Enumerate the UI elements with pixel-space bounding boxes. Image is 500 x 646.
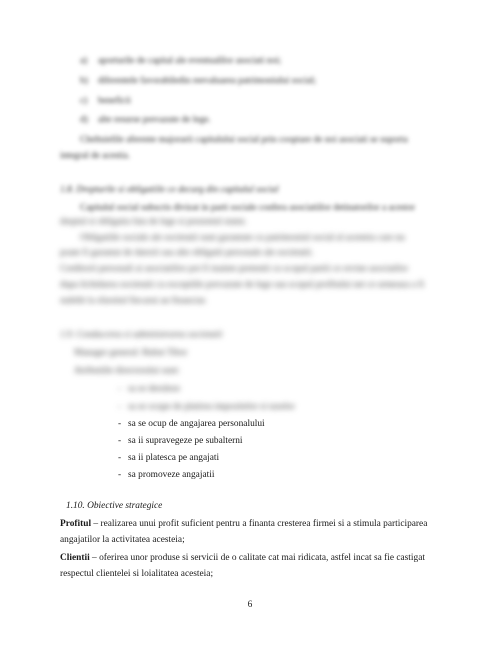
- objective-line: angajatilor la activitatea acesteia;: [60, 535, 185, 545]
- objective-label: Clientii: [60, 553, 90, 563]
- section-heading: 1.10. Obiective strategice: [66, 501, 163, 511]
- paragraph-line: Obligatiile sociale ale societatii sunt garantate cu patrimoniul social al acesteia care nu: [80, 233, 405, 243]
- list-text: sa se ocup de angajarea personalului: [128, 419, 265, 429]
- paragraph-line: integral de acestia.: [60, 151, 131, 161]
- list-item: [118, 469, 214, 481]
- list-text: sa ii platesca pe angajati: [128, 453, 220, 463]
- list-item: [118, 383, 180, 395]
- list-text: sa promoveze angajatii: [128, 470, 215, 480]
- page-number: 6: [247, 600, 253, 610]
- list-item: [80, 95, 131, 107]
- list-text: sa se deruleze: [128, 384, 181, 394]
- objective-label: Profitul: [60, 519, 92, 529]
- list-marker: a): [80, 56, 88, 66]
- manager-line: Manager general: Baltat Tibor: [74, 348, 188, 358]
- atributii-line: Atributiile directorului sunt:: [74, 366, 180, 376]
- objective-line: [60, 552, 425, 564]
- list-item: [80, 114, 211, 126]
- paragraph-line: stabilit la sfarsitul fiecarui an financiar.: [60, 296, 207, 306]
- paragraph-line: poate fi garantat de datorii sau alte obligatii personale ale societatii.: [60, 248, 314, 258]
- paragraph-line: dreptul si obligatia fata de lege si prezentul statut.: [60, 217, 247, 227]
- dash-marker: -: [118, 436, 122, 446]
- section-heading: 1.8. Drepturile si obligatiile ce decurg din capitalul social: [60, 185, 279, 195]
- list-marker: b): [80, 76, 88, 86]
- paragraph-line: Cheltuielile aferente majorarii capitalului social prin cooptare de noi asociati se suporta: [80, 135, 408, 145]
- list-marker: c): [80, 96, 88, 106]
- list-item: [80, 55, 281, 67]
- list-item: [118, 435, 243, 447]
- dash-marker: -: [118, 453, 122, 463]
- objective-line: [60, 518, 427, 530]
- paragraph-line: Capitalul social subscris divizat in parti sociale confera asociatiilor detinatorilor a acestor: [80, 203, 416, 213]
- list-text: sa se ocupe de platirea impozitelor si taxelor: [128, 402, 295, 412]
- list-marker: d): [80, 115, 88, 125]
- list-text: diferentele favorabiledin reevaluarea patrimoniului social;: [98, 76, 317, 86]
- dash-marker: -: [118, 402, 122, 412]
- list-item: [80, 75, 316, 87]
- dash-marker: -: [118, 419, 122, 429]
- paragraph-line: dupa lichidarea societatii cu exceptiile prevazute de lege sau scopul profitului net ce urmeaza a fi: [60, 280, 425, 290]
- objective-text: – realizarea unui profit suficient pentru a finanta cresterea firmei si a stimula participarea: [91, 519, 428, 529]
- dash-marker: -: [118, 384, 122, 394]
- dash-marker: -: [118, 470, 122, 480]
- objective-text: – oferirea unor produse si servicii de o calitate cat mai ridicata, astfel incat sa fie castigat: [89, 553, 425, 563]
- list-text: sa ii supravegeze pe subalterni: [128, 436, 243, 446]
- objective-line: respectul clientelei si loialitatea acesteia;: [60, 569, 214, 579]
- list-text: beneficii: [98, 96, 131, 106]
- list-item: [118, 418, 265, 430]
- section-heading: 1.9. Conducerea si administrarea societatii: [60, 330, 223, 340]
- paragraph-line: Creditorii personali ai asociatiilor pot fi inainte pretentii cu scopul partii ce revine asociatilor: [60, 264, 409, 274]
- list-text: aporturile de capital ale eventualilor asociati noi;: [98, 56, 282, 66]
- list-text: alte resurse prevazute de lege.: [98, 115, 211, 125]
- list-item: [118, 452, 219, 464]
- list-item: [118, 401, 295, 413]
